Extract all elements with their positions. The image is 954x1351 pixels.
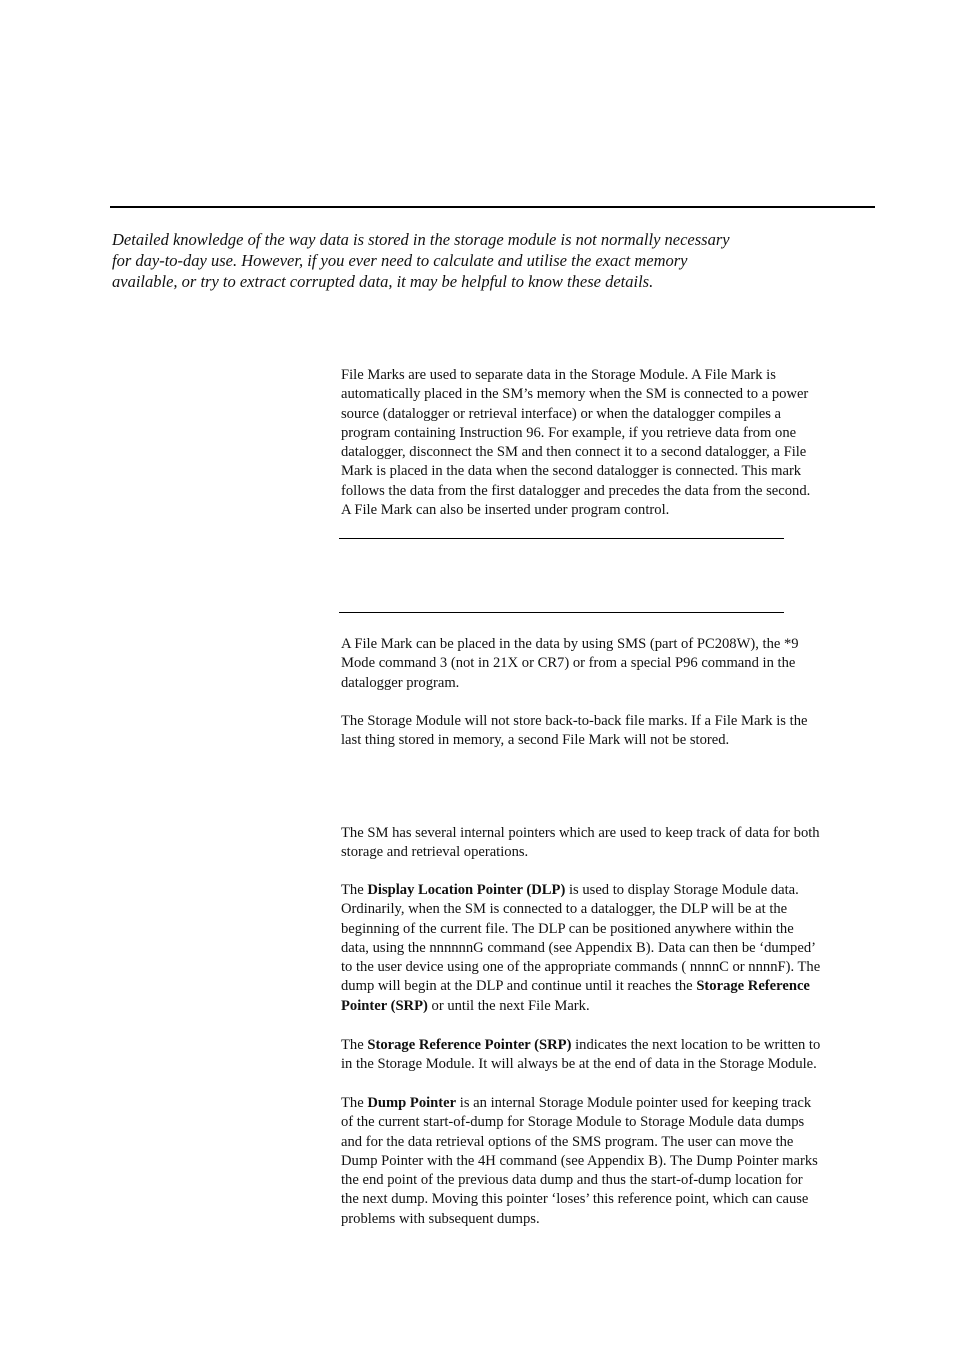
dlp-paragraph — [341, 881, 881, 1016]
srp-lead: The — [341, 1037, 368, 1053]
dump-pointer-paragraph — [341, 1094, 881, 1229]
file-marks-paragraph: File Marks are used to separate data in the Storage Module. A File Mark is automatically placed in the SM’s memory when the SM is connected to a power source (datalogger or retrieval interface) or when the datalogger compiles a program containing Instruction 96. For example, if you retrieve data from one datalogger, disconnect the SM and then connect it to a second datalogger, a File Mark is placed in the data when the second datalogger is connected. This mark follows the data from the first datalogger and precedes the data from the second. A File Mark can also be inserted under program control. — [341, 367, 811, 519]
srp-term: Storage Reference Pointer (SRP) — [367, 1037, 572, 1053]
dlp-body: is used to display Storage Module data. Ordinarily, when the SM is connected to a datalogger, the DLP will be at the beginning of the current file. The DLP can be positioned anywhere within the data, using the nnnnnnG command (see Appendix B). Data can then be ‘dumped’ to the user device using one of the appropriate commands ( nnnnC or nnnnF). The dump will begin at the DLP and continue until it reaches the — [341, 882, 821, 995]
dump-body: is an internal Storage Module pointer used for keeping track of the current start-of-dump for Storage Module to Storage Module data dumps and for the data retrieval options of the SMS program. The user can move the Dump Pointer with the 4H command (see Appendix B). The Dump Pointer marks the end point of the previous data dump and thus the start-of-dump location for the next dump. Moving this pointer ‘loses’ this reference point, which can cause problems with subsequent dumps. — [341, 1095, 818, 1227]
srp-paragraph — [341, 1036, 881, 1075]
dlp-tail: or until the next File Mark. — [427, 997, 590, 1014]
intro-paragraph: Detailed knowledge of the way data is stored in the storage module is not normally necessary for day-to-day use. However, if you ever need to calculate and utilise the exact memory available, or try to extract corrupted data, it may be helpful to know these details. — [112, 230, 730, 291]
dlp-term: Display Location Pointer (DLP) — [367, 882, 566, 898]
note-rule-bottom — [339, 612, 784, 613]
dump-lead: The — [341, 1095, 368, 1111]
note-rule-top — [339, 538, 784, 539]
pointers-intro-paragraph: The SM has several internal pointers which are used to keep track of data for both storage and retrieval operations. — [341, 825, 820, 861]
dump-term: Dump Pointer — [367, 1095, 457, 1111]
file-mark-placement-paragraph: A File Mark can be placed in the data by using SMS (part of PC208W), the *9 Mode command 3 (not in 21X or CR7) or from a special P96 command in the datalogger program. — [341, 636, 799, 691]
dlp-lead: The — [341, 882, 368, 898]
back-to-back-paragraph: The Storage Module will not store back-to-back file marks. If a File Mark is the last thing stored in memory, a second File Mark will not be stored. — [341, 713, 808, 749]
srp-body: indicates the next location to be written to in the Storage Module. It will always be at the end of data in the Storage Module. — [341, 1037, 821, 1073]
section-top-rule — [110, 206, 875, 208]
srp-term-inline: Storage Reference Pointer (SRP) — [341, 978, 810, 1014]
